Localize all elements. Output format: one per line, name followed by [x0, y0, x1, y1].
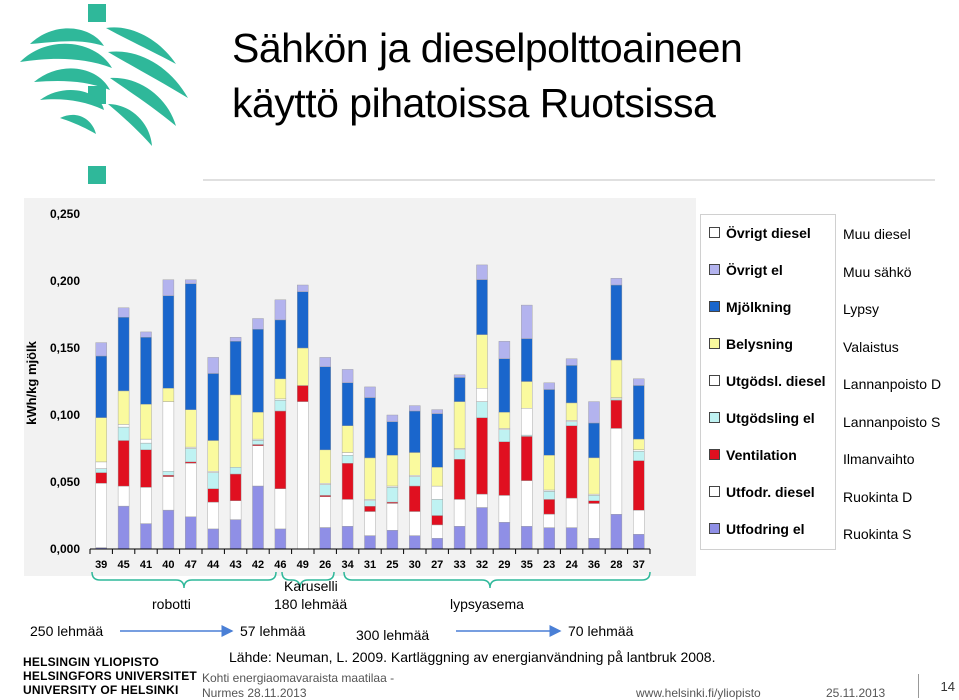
bar-segment	[118, 441, 129, 487]
bar-segment	[521, 339, 532, 382]
legend-fi-label: Lannanpoisto D	[843, 376, 942, 392]
bar-segment	[365, 398, 376, 458]
bar-segment	[320, 357, 331, 366]
bar-segment	[141, 443, 152, 450]
bar-segment	[544, 491, 555, 499]
legend-swatch	[709, 412, 720, 423]
bar-segment	[409, 406, 420, 411]
bar-segment	[521, 436, 532, 480]
bar-segment	[163, 402, 174, 472]
bar-segment	[566, 426, 577, 498]
bar-segment	[185, 284, 196, 410]
bar-segment	[477, 388, 488, 401]
bar-segment	[544, 499, 555, 514]
x-tick-label: 49	[296, 559, 309, 571]
bar-segment	[253, 319, 264, 330]
bar-segment	[208, 473, 219, 489]
legend-item	[709, 447, 797, 463]
bar-segment	[208, 357, 219, 373]
footer-date: 25.11.2013	[826, 686, 886, 700]
bar-segment	[185, 463, 196, 517]
y-tick-label: 0,100	[49, 408, 80, 422]
source-citation: Lähde: Neuman, L. 2009. Kartläggning av energianvändning på lantbruk 2008.	[229, 649, 716, 665]
bar-segment	[477, 265, 488, 280]
bar-segment	[96, 483, 107, 547]
bar-segment	[477, 508, 488, 550]
bar-segment	[387, 422, 398, 456]
cows-250-label: 250 lehmää	[30, 623, 104, 639]
bar-segment	[141, 404, 152, 439]
title-separator	[203, 179, 935, 181]
karuselli-label: Karuselli	[284, 578, 338, 594]
bar-segment	[521, 305, 532, 339]
bar-segment	[387, 415, 398, 422]
bar-segment	[208, 529, 219, 549]
bar-segment	[342, 499, 353, 526]
footer-presentation-title: Kohti energiaomavaraista maatilaa -	[202, 671, 395, 685]
robotti-label: robotti	[152, 596, 191, 612]
bar-segment	[141, 337, 152, 404]
x-tick-label: 40	[162, 559, 175, 571]
cows-70-label: 70 lehmää	[568, 623, 634, 639]
bar-segment	[454, 402, 465, 449]
legend-item	[709, 521, 805, 537]
x-tick-label: 25	[386, 559, 399, 571]
karuselli-cows-label: 180 lehmää	[274, 596, 348, 612]
bar-segment	[365, 501, 376, 506]
bar-segment	[275, 320, 286, 379]
bar-segment	[566, 365, 577, 403]
bar-segment	[96, 343, 107, 356]
bar-segment	[499, 495, 510, 522]
footer-university-en: UNIVERSITY OF HELSINKI	[23, 683, 179, 697]
x-tick-label: 36	[587, 559, 601, 571]
y-tick-label: 0,200	[49, 274, 80, 288]
bar-segment	[499, 522, 510, 549]
bar-segment	[432, 414, 443, 468]
bar-segment	[365, 387, 376, 398]
bar-segment	[297, 402, 308, 549]
bar-segment	[141, 487, 152, 523]
legend-fi-label: Valaistus	[843, 338, 899, 355]
bar-segment	[141, 439, 152, 443]
bar-segment	[185, 410, 196, 448]
bar-segment	[589, 402, 600, 423]
herd-size-arrows	[0, 620, 600, 644]
bar-segment	[275, 529, 286, 549]
bar-segment	[454, 499, 465, 526]
bar-segment	[544, 514, 555, 527]
bar-segment	[96, 418, 107, 462]
bar-segment	[342, 426, 353, 453]
bar-segment	[320, 497, 331, 528]
bar-segment	[96, 356, 107, 418]
bar-segment	[208, 489, 219, 502]
bar-segment	[566, 359, 577, 366]
legend-swatch	[709, 523, 720, 534]
bar-segment	[185, 449, 196, 462]
bar-segment	[633, 451, 644, 460]
legend-label: Belysning	[726, 336, 793, 352]
legend-swatch	[709, 486, 720, 497]
legend-item	[709, 484, 815, 500]
bar-segment	[566, 420, 577, 421]
legend-label: Utfodr. diesel	[726, 484, 815, 500]
bar-segment	[566, 422, 577, 426]
bar-segment	[253, 441, 264, 445]
bar-segment	[342, 463, 353, 499]
bar-segment	[589, 503, 600, 538]
bar-segment	[118, 506, 129, 549]
legend-fi-label: Lypsy	[843, 301, 880, 317]
bar-segment	[297, 348, 308, 386]
bar-segment	[320, 450, 331, 484]
bar-segment	[275, 411, 286, 489]
bar-segment	[633, 439, 644, 450]
bar-segment	[118, 391, 129, 425]
chart-legend	[700, 214, 836, 550]
bar-segment	[477, 280, 488, 335]
bar-segment	[611, 400, 622, 428]
lypsyasema-label: lypsyasema	[450, 596, 524, 612]
bar-segment	[96, 473, 107, 484]
bar-segment	[387, 530, 398, 549]
bar-segment	[208, 441, 219, 472]
bar-segment	[253, 486, 264, 549]
bar-segment	[297, 292, 308, 348]
bar-segment	[275, 379, 286, 399]
bar-segment	[118, 486, 129, 506]
bar-segment	[544, 455, 555, 490]
bar-segment	[387, 455, 398, 486]
legend-item	[709, 373, 826, 389]
bar-segment	[633, 386, 644, 440]
legend-swatch	[709, 301, 720, 312]
bar-segment	[499, 430, 510, 442]
bar-segment	[566, 528, 577, 549]
bar-segment	[499, 442, 510, 496]
bar-segment	[409, 411, 420, 453]
bar-segment	[499, 341, 510, 358]
x-tick-label: 33	[453, 559, 466, 571]
x-tick-label: 45	[117, 559, 130, 571]
bar-segment	[589, 495, 600, 500]
cows-57-label: 57 lehmää	[240, 623, 306, 639]
x-tick-label: 46	[274, 559, 287, 571]
bar-segment	[163, 280, 174, 296]
legend-swatch	[709, 338, 720, 349]
legend-item	[709, 262, 783, 278]
x-tick-label: 43	[229, 559, 242, 571]
bar-segment	[320, 528, 331, 549]
bar-segment	[163, 477, 174, 511]
bar-segment	[477, 335, 488, 389]
legend-fi-label: Ruokinta S	[843, 526, 912, 542]
bar-segment	[589, 423, 600, 458]
bar-segment	[544, 383, 555, 390]
bar-segment	[275, 489, 286, 529]
bar-segment	[230, 341, 241, 395]
bar-segment	[163, 388, 174, 401]
bar-segment	[454, 450, 465, 459]
y-tick-label: 0,050	[49, 475, 80, 489]
legend-item	[709, 225, 811, 241]
bar-segment	[432, 486, 443, 499]
bar-segment	[118, 424, 129, 427]
bar-segment	[589, 501, 600, 504]
slide-title-line2: käyttö pihatoissa Ruotsissa	[232, 80, 716, 126]
bar-segment	[432, 516, 443, 525]
bar-segment	[633, 510, 644, 534]
bar-segment	[477, 494, 488, 507]
bar-segment	[163, 296, 174, 389]
x-tick-label: 28	[610, 559, 623, 571]
y-tick-label: 0,250	[49, 207, 80, 221]
legend-item	[709, 299, 791, 315]
bar-segment	[320, 367, 331, 450]
footer-university-fi: HELSINGIN YLIOPISTO	[23, 655, 160, 669]
bar-segment	[499, 359, 510, 413]
bar-segment	[163, 471, 174, 475]
bar-segment	[611, 360, 622, 398]
x-tick-label: 42	[251, 559, 265, 571]
bar-segment	[409, 453, 420, 476]
bar-segment	[297, 386, 308, 402]
x-tick-label: 44	[207, 559, 220, 571]
bar-segment	[141, 524, 152, 550]
bar-segment	[275, 400, 286, 411]
bar-segment	[477, 418, 488, 494]
x-tick-label: 32	[475, 559, 489, 571]
bar-segment	[342, 383, 353, 426]
bar-segment	[409, 536, 420, 549]
bar-segment	[409, 486, 420, 512]
bar-segment	[230, 467, 241, 474]
x-tick-label: 39	[95, 559, 108, 571]
bar-segment	[253, 446, 264, 486]
x-tick-label: 27	[431, 559, 444, 571]
footer-presentation-date: Nurmes 28.11.2013	[202, 686, 307, 700]
bar-segment	[118, 317, 129, 391]
university-logo-icon	[0, 0, 200, 200]
legend-fi-label: Lannanpoisto S	[843, 413, 941, 430]
bar-segment	[432, 538, 443, 549]
bar-segment	[521, 382, 532, 409]
bar-segment	[342, 453, 353, 456]
bar-segment	[118, 427, 129, 440]
x-tick-label: 30	[408, 559, 421, 571]
bar-segment	[141, 450, 152, 488]
bar-segment	[432, 525, 443, 538]
y-tick-label: 0,000	[49, 542, 80, 556]
bar-segment	[544, 528, 555, 549]
x-tick-label: 23	[543, 559, 556, 571]
legend-label: Övrigt el	[726, 262, 783, 278]
bar-segment	[544, 390, 555, 456]
bar-segment	[320, 485, 331, 496]
legend-swatch	[709, 449, 720, 460]
legend-fi-label: Muu diesel	[843, 226, 911, 242]
legend-swatch	[709, 375, 720, 386]
bar-segment	[118, 308, 129, 317]
bar-segment	[141, 332, 152, 337]
bar-segment	[521, 526, 532, 549]
bar-segment	[477, 402, 488, 418]
bar-segment	[365, 458, 376, 500]
bar-segment	[185, 280, 196, 284]
legend-label: Övrigt diesel	[726, 225, 811, 241]
bar-segment	[454, 526, 465, 549]
stacked-bar-chart	[0, 198, 700, 588]
bar-segment	[342, 369, 353, 382]
bar-segment	[96, 469, 107, 473]
legend-label: Utfodring el	[726, 521, 805, 537]
bar-segment	[163, 510, 174, 549]
legend-item	[709, 336, 793, 352]
legend-fi-label: Ilmanvaihto	[843, 451, 915, 467]
legend-label: Utgödsl. diesel	[726, 373, 826, 389]
x-tick-label: 47	[184, 559, 197, 571]
bar-segment	[230, 520, 241, 550]
bar-segment	[633, 534, 644, 549]
bar-segment	[566, 498, 577, 527]
bar-segment	[499, 412, 510, 428]
x-tick-label: 29	[498, 559, 511, 571]
bar-segment	[342, 526, 353, 549]
x-tick-label: 26	[319, 559, 332, 571]
bar-segment	[230, 501, 241, 520]
bar-segment	[230, 337, 241, 341]
bar-segment	[208, 502, 219, 529]
bar-segment	[185, 447, 196, 448]
bar-segment	[611, 514, 622, 549]
x-tick-label: 31	[363, 559, 377, 571]
bar-segment	[365, 536, 376, 549]
bar-segment	[365, 512, 376, 536]
page-number: 14	[918, 674, 955, 698]
bar-segment	[589, 538, 600, 549]
bar-segment	[454, 375, 465, 378]
bar-segment	[96, 462, 107, 469]
group-brackets	[0, 566, 700, 606]
legend-fi-label: Muu sähkö	[843, 263, 912, 280]
footer-university-sv: HELSINGFORS UNIVERSITET	[23, 669, 197, 683]
bar-segment	[566, 403, 577, 420]
x-tick-label: 37	[632, 559, 645, 571]
bar-segment	[342, 455, 353, 463]
bar-segment	[521, 481, 532, 527]
bar-segment	[365, 506, 376, 511]
legend-swatch	[709, 227, 720, 238]
bar-segment	[230, 474, 241, 501]
bar-segment	[454, 459, 465, 499]
x-tick-label: 24	[565, 559, 578, 571]
footer-website: www.helsinki.fi/yliopisto	[636, 686, 761, 700]
bar-segment	[297, 285, 308, 292]
bar-segment	[387, 503, 398, 530]
bar-segment	[185, 517, 196, 549]
bar-segment	[611, 278, 622, 285]
bar-segment	[275, 300, 286, 320]
legend-fi-label: Ruokinta D	[843, 488, 913, 505]
legend-swatch	[709, 264, 720, 275]
bar-segment	[521, 408, 532, 435]
bar-segment	[409, 512, 420, 536]
bar-segment	[253, 329, 264, 412]
x-tick-label: 34	[341, 559, 354, 571]
legend-label: Ventilation	[726, 447, 797, 463]
bar-segment	[230, 395, 241, 467]
bar-segment	[633, 461, 644, 511]
x-tick-label: 41	[139, 559, 153, 571]
x-tick-label: 35	[520, 559, 533, 571]
y-axis-title: kWh/kg mjölk	[24, 341, 39, 425]
bar-segment	[432, 499, 443, 515]
bar-segment	[611, 285, 622, 360]
legend-label: Utgödsling el	[726, 410, 815, 426]
legend-item	[709, 410, 815, 426]
bar-segment	[633, 379, 644, 386]
bar-segment	[253, 412, 264, 439]
bar-segment	[409, 477, 420, 486]
slide-title-line1: Sähkön ja dieselpolttoaineen	[232, 25, 743, 71]
bar-segment	[387, 487, 398, 502]
y-tick-label: 0,150	[49, 341, 80, 355]
legend-label: Mjölkning	[726, 299, 792, 315]
bar-segment	[589, 458, 600, 494]
bar-segment	[208, 374, 219, 441]
bar-segment	[611, 428, 622, 514]
cows-300-label: 300 lehmää	[356, 627, 430, 643]
bar-segment	[432, 410, 443, 414]
bar-segment	[432, 467, 443, 486]
bar-segment	[454, 378, 465, 402]
